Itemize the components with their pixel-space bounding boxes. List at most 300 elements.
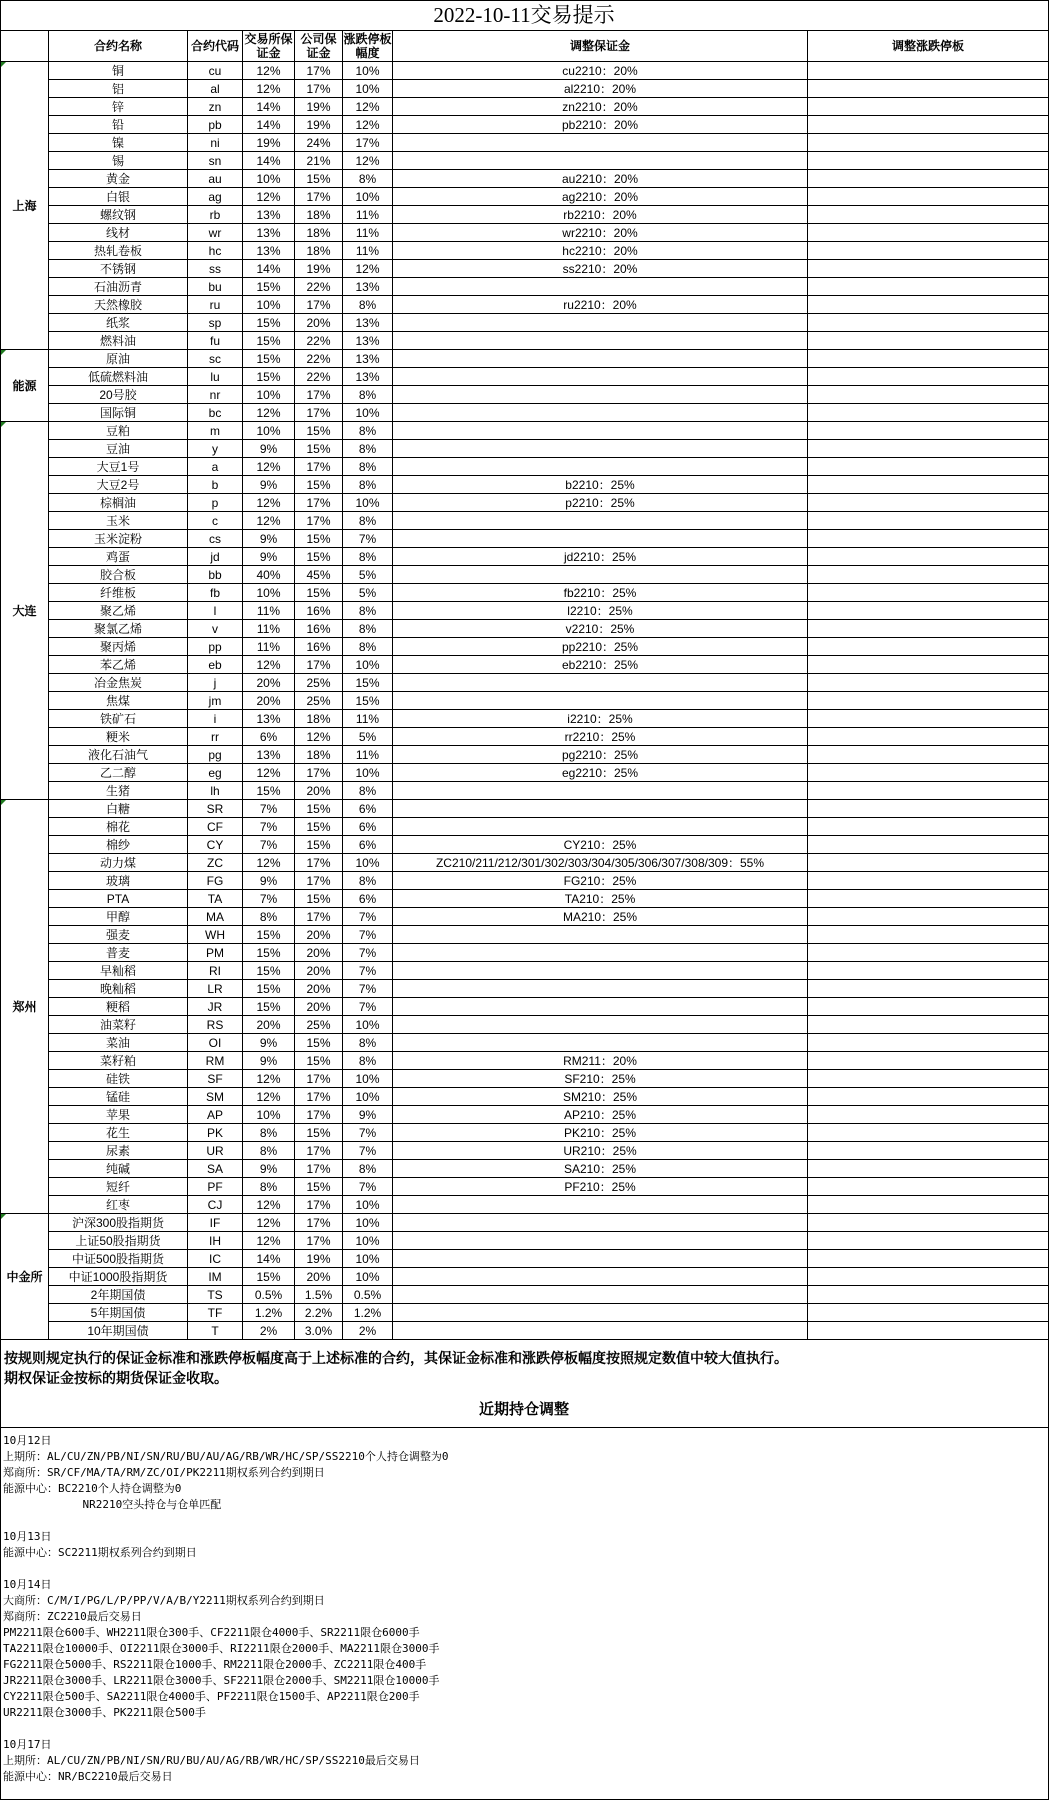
- company-margin-cell: 45%: [295, 566, 343, 584]
- adjusted-limit-cell: [808, 926, 1049, 944]
- adjusted-margin-cell: ZC210/211/212/301/302/303/304/305/306/307/308/309：55%: [393, 854, 808, 872]
- adjustment-section: [3, 1433, 1043, 1513]
- price-limit-cell: 6%: [343, 890, 393, 908]
- adjusted-margin-cell: [393, 1232, 808, 1250]
- adjusted-limit-cell: [808, 1304, 1049, 1322]
- adjusted-margin-cell: [393, 1304, 808, 1322]
- adjusted-limit-cell: [808, 404, 1049, 422]
- adjusted-limit-cell: [808, 1286, 1049, 1304]
- adjusted-margin-cell: [393, 980, 808, 998]
- price-limit-cell: 8%: [343, 1160, 393, 1178]
- adjustment-line: 能源中心：NR/BC2210最后交易日: [3, 1770, 173, 1783]
- contract-name-cell: 棕榈油: [49, 494, 188, 512]
- adjustment-section: [3, 1577, 1043, 1721]
- adjusted-limit-cell: [808, 1178, 1049, 1196]
- adjusted-margin-cell: [393, 134, 808, 152]
- contract-name-cell: 早籼稻: [49, 962, 188, 980]
- contract-code-cell: RS: [188, 1016, 243, 1034]
- table-row: [1, 1016, 1049, 1034]
- adjusted-limit-cell: [808, 728, 1049, 746]
- contract-name-cell: 红枣: [49, 1196, 188, 1214]
- exchange-margin-cell: 8%: [243, 908, 295, 926]
- contract-name-cell: 普麦: [49, 944, 188, 962]
- table-row: [1, 1124, 1049, 1142]
- price-limit-cell: 8%: [343, 620, 393, 638]
- exchange-margin-cell: 15%: [243, 962, 295, 980]
- exchange-margin-cell: 14%: [243, 116, 295, 134]
- company-margin-cell: 16%: [295, 638, 343, 656]
- price-limit-cell: 6%: [343, 800, 393, 818]
- exchange-margin-cell: 12%: [243, 1214, 295, 1232]
- table-row: [1, 116, 1049, 134]
- company-margin-cell: 15%: [295, 800, 343, 818]
- contract-name-cell: 石油沥青: [49, 278, 188, 296]
- exchange-margin-cell: 20%: [243, 692, 295, 710]
- adjustment-line: 上期所：AL/CU/ZN/PB/NI/SN/RU/BU/AU/AG/RB/WR/HC/SP/SS2210个人持仓调整为0: [3, 1450, 449, 1463]
- exchange-margin-cell: 12%: [243, 80, 295, 98]
- adjustment-line: 能源中心：BC2210个人持仓调整为0: [3, 1482, 182, 1495]
- adjusted-limit-cell: [808, 332, 1049, 350]
- contract-code-cell: b: [188, 476, 243, 494]
- contract-name-cell: 液化石油气: [49, 746, 188, 764]
- contract-code-cell: pp: [188, 638, 243, 656]
- adjusted-limit-cell: [808, 1142, 1049, 1160]
- price-limit-cell: 8%: [343, 602, 393, 620]
- exchange-margin-cell: 11%: [243, 638, 295, 656]
- table-row: [1, 1178, 1049, 1196]
- exchange-margin-cell: 20%: [243, 674, 295, 692]
- contract-name-cell: 动力煤: [49, 854, 188, 872]
- contract-name-cell: 低硫燃料油: [49, 368, 188, 386]
- adjustment-line: TA2211限仓10000手、OI2211限仓3000手、RI2211限仓2000手、MA2211限仓3000手: [3, 1642, 440, 1655]
- contract-code-cell: MA: [188, 908, 243, 926]
- price-limit-cell: 10%: [343, 854, 393, 872]
- price-limit-cell: 10%: [343, 1016, 393, 1034]
- exchange-margin-cell: 14%: [243, 1250, 295, 1268]
- exchange-margin-cell: 6%: [243, 728, 295, 746]
- price-limit-cell: 7%: [343, 530, 393, 548]
- table-row: [1, 1160, 1049, 1178]
- price-limit-cell: 8%: [343, 872, 393, 890]
- company-margin-cell: 17%: [295, 764, 343, 782]
- exchange-margin-cell: 9%: [243, 476, 295, 494]
- price-limit-cell: 10%: [343, 1250, 393, 1268]
- company-margin-cell: 20%: [295, 1268, 343, 1286]
- exchange-margin-cell: 15%: [243, 332, 295, 350]
- adjusted-limit-cell: [808, 98, 1049, 116]
- table-row: [1, 818, 1049, 836]
- adjusted-limit-cell: [808, 818, 1049, 836]
- company-margin-cell: 18%: [295, 224, 343, 242]
- price-limit-cell: 10%: [343, 494, 393, 512]
- price-limit-cell: 10%: [343, 764, 393, 782]
- exchange-margin-cell: 13%: [243, 242, 295, 260]
- adjusted-limit-cell: [808, 242, 1049, 260]
- price-limit-cell: 8%: [343, 512, 393, 530]
- company-margin-cell: 18%: [295, 206, 343, 224]
- price-limit-cell: 6%: [343, 836, 393, 854]
- contract-name-cell: 聚乙烯: [49, 602, 188, 620]
- contract-name-cell: 上证50股指期货: [49, 1232, 188, 1250]
- contract-name-cell: 冶金焦炭: [49, 674, 188, 692]
- contract-code-cell: TF: [188, 1304, 243, 1322]
- adjusted-limit-cell: [808, 746, 1049, 764]
- table-row: [1, 170, 1049, 188]
- contract-name-cell: 棉纱: [49, 836, 188, 854]
- recent-adjustments-title: 近期持仓调整: [0, 1393, 1048, 1428]
- table-row: [1, 800, 1049, 818]
- adjusted-limit-cell: [808, 566, 1049, 584]
- table-row: [1, 206, 1049, 224]
- exchange-margin-cell: 13%: [243, 746, 295, 764]
- adjusted-margin-cell: [393, 818, 808, 836]
- adjusted-margin-cell: [393, 350, 808, 368]
- adjusted-limit-cell: [808, 62, 1049, 80]
- price-limit-cell: 7%: [343, 908, 393, 926]
- exchange-margin-cell: 12%: [243, 512, 295, 530]
- adjustment-line: FG2211限仓5000手、RS2211限仓1000手、RM2211限仓2000手、ZC2211限仓400手: [3, 1658, 427, 1671]
- table-row: [1, 692, 1049, 710]
- adjusted-margin-cell: [393, 962, 808, 980]
- contract-code-cell: ag: [188, 188, 243, 206]
- exchange-margin-cell: 13%: [243, 710, 295, 728]
- adjusted-limit-cell: [808, 980, 1049, 998]
- contract-code-cell: bu: [188, 278, 243, 296]
- exchange-label: 中金所: [1, 1214, 49, 1340]
- adjusted-limit-cell: [808, 890, 1049, 908]
- table-row: [1, 1286, 1049, 1304]
- adjusted-limit-cell: [808, 1034, 1049, 1052]
- margin-note: [4, 1348, 1044, 1388]
- adjusted-limit-cell: [808, 206, 1049, 224]
- table-row: [1, 350, 1049, 368]
- company-margin-cell: 17%: [295, 386, 343, 404]
- exchange-margin-cell: 19%: [243, 134, 295, 152]
- contract-code-cell: SM: [188, 1088, 243, 1106]
- adjusted-limit-cell: [808, 872, 1049, 890]
- adjusted-margin-cell: PK210：25%: [393, 1124, 808, 1142]
- table-row: [1, 926, 1049, 944]
- price-limit-cell: 0.5%: [343, 1286, 393, 1304]
- adjusted-limit-cell: [808, 674, 1049, 692]
- adjusted-margin-cell: [393, 926, 808, 944]
- contract-code-cell: OI: [188, 1034, 243, 1052]
- exchange-margin-cell: 10%: [243, 170, 295, 188]
- adjusted-margin-cell: au2210：20%: [393, 170, 808, 188]
- contract-name-cell: 线材: [49, 224, 188, 242]
- adjusted-margin-cell: SA210：25%: [393, 1160, 808, 1178]
- adjusted-margin-cell: [393, 998, 808, 1016]
- price-limit-cell: 7%: [343, 1124, 393, 1142]
- exchange-margin-cell: 13%: [243, 224, 295, 242]
- company-margin-cell: 19%: [295, 116, 343, 134]
- company-margin-cell: 22%: [295, 278, 343, 296]
- contract-code-cell: ru: [188, 296, 243, 314]
- table-row: [1, 1034, 1049, 1052]
- contract-name-cell: 铝: [49, 80, 188, 98]
- company-margin-cell: 25%: [295, 692, 343, 710]
- adjusted-limit-cell: [808, 638, 1049, 656]
- table-row: [1, 1214, 1049, 1232]
- company-margin-cell: 17%: [295, 62, 343, 80]
- adjustment-date: 10月17日: [3, 1738, 52, 1751]
- adjusted-limit-cell: [808, 800, 1049, 818]
- company-margin-cell: 20%: [295, 926, 343, 944]
- contract-code-cell: FG: [188, 872, 243, 890]
- contract-code-cell: nr: [188, 386, 243, 404]
- company-margin-cell: 22%: [295, 350, 343, 368]
- table-row: [1, 890, 1049, 908]
- contract-name-cell: 粳米: [49, 728, 188, 746]
- table-row: [1, 548, 1049, 566]
- company-margin-cell: 17%: [295, 1070, 343, 1088]
- contract-name-cell: 大豆1号: [49, 458, 188, 476]
- table-row: [1, 458, 1049, 476]
- contract-name-cell: 苯乙烯: [49, 656, 188, 674]
- table-row: [1, 1106, 1049, 1124]
- adjusted-limit-cell: [808, 548, 1049, 566]
- contract-code-cell: PM: [188, 944, 243, 962]
- adjusted-margin-cell: eb2210：25%: [393, 656, 808, 674]
- exchange-margin-cell: 10%: [243, 584, 295, 602]
- price-limit-cell: 8%: [343, 440, 393, 458]
- exchange-margin-cell: 2%: [243, 1322, 295, 1340]
- table-row: [1, 908, 1049, 926]
- contract-code-cell: bc: [188, 404, 243, 422]
- contract-name-cell: 天然橡胶: [49, 296, 188, 314]
- table-row: [1, 980, 1049, 998]
- contract-code-cell: zn: [188, 98, 243, 116]
- adjusted-margin-cell: [393, 278, 808, 296]
- contract-name-cell: 原油: [49, 350, 188, 368]
- price-limit-cell: 10%: [343, 1268, 393, 1286]
- company-margin-cell: 1.5%: [295, 1286, 343, 1304]
- adjusted-limit-cell: [808, 998, 1049, 1016]
- contract-code-cell: eb: [188, 656, 243, 674]
- contract-code-cell: ss: [188, 260, 243, 278]
- price-limit-cell: 2%: [343, 1322, 393, 1340]
- company-margin-cell: 17%: [295, 1232, 343, 1250]
- contract-code-cell: PK: [188, 1124, 243, 1142]
- contract-name-cell: 中证500股指期货: [49, 1250, 188, 1268]
- company-margin-cell: 15%: [295, 1124, 343, 1142]
- adjusted-margin-cell: hc2210：20%: [393, 242, 808, 260]
- exchange-label: 郑州: [1, 800, 49, 1214]
- adjusted-limit-cell: [808, 368, 1049, 386]
- contract-code-cell: i: [188, 710, 243, 728]
- table-row: [1, 1322, 1049, 1340]
- adjusted-margin-cell: [393, 1196, 808, 1214]
- adjusted-limit-cell: [808, 782, 1049, 800]
- price-limit-cell: 9%: [343, 1106, 393, 1124]
- exchange-margin-cell: 9%: [243, 1160, 295, 1178]
- table-row: [1, 1232, 1049, 1250]
- company-margin-cell: 24%: [295, 134, 343, 152]
- price-limit-cell: 7%: [343, 962, 393, 980]
- table-row: [1, 746, 1049, 764]
- price-limit-cell: 12%: [343, 116, 393, 134]
- contract-code-cell: CJ: [188, 1196, 243, 1214]
- table-row: [1, 422, 1049, 440]
- adjusted-margin-cell: [393, 332, 808, 350]
- adjusted-margin-cell: rb2210：20%: [393, 206, 808, 224]
- adjustment-line: 能源中心：SC2211期权系列合约到期日: [3, 1546, 197, 1559]
- adjusted-margin-cell: rr2210：25%: [393, 728, 808, 746]
- contract-code-cell: IM: [188, 1268, 243, 1286]
- adjusted-margin-cell: UR210：25%: [393, 1142, 808, 1160]
- company-margin-cell: 17%: [295, 1214, 343, 1232]
- adjusted-margin-cell: al2210：20%: [393, 80, 808, 98]
- header-contract-code: 合约代码: [188, 31, 243, 62]
- adjusted-margin-cell: [393, 530, 808, 548]
- contract-code-cell: CY: [188, 836, 243, 854]
- price-limit-cell: 8%: [343, 458, 393, 476]
- adjusted-margin-cell: ag2210：20%: [393, 188, 808, 206]
- company-margin-cell: 15%: [295, 422, 343, 440]
- adjusted-limit-cell: [808, 1088, 1049, 1106]
- exchange-margin-cell: 12%: [243, 404, 295, 422]
- company-margin-cell: 15%: [295, 1052, 343, 1070]
- exchange-margin-cell: 10%: [243, 1106, 295, 1124]
- exchange-margin-cell: 12%: [243, 656, 295, 674]
- exchange-margin-cell: 12%: [243, 1196, 295, 1214]
- exchange-margin-cell: 40%: [243, 566, 295, 584]
- price-limit-cell: 15%: [343, 692, 393, 710]
- adjusted-margin-cell: fb2210：25%: [393, 584, 808, 602]
- price-limit-cell: 10%: [343, 80, 393, 98]
- contract-name-cell: 燃料油: [49, 332, 188, 350]
- adjustment-line: CY2211限仓500手、SA2211限仓4000手、PF2211限仓1500手、AP2211限仓200手: [3, 1690, 420, 1703]
- adjusted-margin-cell: [393, 404, 808, 422]
- adjusted-margin-cell: [393, 386, 808, 404]
- adjusted-limit-cell: [808, 908, 1049, 926]
- price-limit-cell: 7%: [343, 998, 393, 1016]
- adjustment-line: JR2211限仓3000手、LR2211限仓3000手、SF2211限仓2000手、SM2211限仓10000手: [3, 1674, 440, 1687]
- exchange-margin-cell: 12%: [243, 458, 295, 476]
- company-margin-cell: 17%: [295, 296, 343, 314]
- adjustment-line: NR2210空头持仓与仓单匹配: [3, 1498, 222, 1511]
- company-margin-cell: 12%: [295, 728, 343, 746]
- exchange-margin-cell: 7%: [243, 890, 295, 908]
- adjustment-date: 10月13日: [3, 1530, 52, 1543]
- adjusted-margin-cell: [393, 566, 808, 584]
- adjusted-limit-cell: [808, 278, 1049, 296]
- adjusted-margin-cell: [393, 422, 808, 440]
- contract-name-cell: 镍: [49, 134, 188, 152]
- adjusted-limit-cell: [808, 692, 1049, 710]
- company-margin-cell: 20%: [295, 314, 343, 332]
- adjusted-margin-cell: [393, 944, 808, 962]
- table-row: [1, 962, 1049, 980]
- exchange-margin-cell: 9%: [243, 440, 295, 458]
- contract-name-cell: 玉米淀粉: [49, 530, 188, 548]
- company-margin-cell: 18%: [295, 710, 343, 728]
- price-limit-cell: 5%: [343, 728, 393, 746]
- adjusted-limit-cell: [808, 512, 1049, 530]
- company-margin-cell: 17%: [295, 908, 343, 926]
- table-row: [1, 314, 1049, 332]
- adjusted-limit-cell: [808, 170, 1049, 188]
- exchange-margin-cell: 15%: [243, 314, 295, 332]
- adjustment-line: 上期所：AL/CU/ZN/PB/NI/SN/RU/BU/AU/AG/RB/WR/HC/SP/SS2210最后交易日: [3, 1754, 420, 1767]
- adjusted-margin-cell: [393, 782, 808, 800]
- adjusted-margin-cell: [393, 512, 808, 530]
- table-body: [1, 31, 1049, 1340]
- adjusted-limit-cell: [808, 350, 1049, 368]
- company-margin-cell: 20%: [295, 782, 343, 800]
- note-line-1: 按规则规定执行的保证金标准和涨跌停板幅度高于上述标准的合约，其保证金标准和涨跌停板幅度按照规定数值中较大值执行。: [4, 1350, 788, 1366]
- company-margin-cell: 17%: [295, 458, 343, 476]
- contract-code-cell: pb: [188, 116, 243, 134]
- adjusted-limit-cell: [808, 584, 1049, 602]
- contract-name-cell: 甲醇: [49, 908, 188, 926]
- exchange-margin-cell: 10%: [243, 422, 295, 440]
- price-limit-cell: 7%: [343, 944, 393, 962]
- contract-name-cell: 棉花: [49, 818, 188, 836]
- adjusted-margin-cell: PF210：25%: [393, 1178, 808, 1196]
- price-limit-cell: 11%: [343, 206, 393, 224]
- table-row: [1, 728, 1049, 746]
- adjusted-limit-cell: [808, 260, 1049, 278]
- adjusted-limit-cell: [808, 296, 1049, 314]
- table-row: [1, 854, 1049, 872]
- exchange-margin-cell: 1.2%: [243, 1304, 295, 1322]
- contract-code-cell: UR: [188, 1142, 243, 1160]
- table-row: [1, 1250, 1049, 1268]
- contract-name-cell: 乙二醇: [49, 764, 188, 782]
- table-row: [1, 872, 1049, 890]
- exchange-margin-cell: 11%: [243, 620, 295, 638]
- adjusted-margin-cell: p2210：25%: [393, 494, 808, 512]
- company-margin-cell: 20%: [295, 998, 343, 1016]
- adjusted-margin-cell: SF210：25%: [393, 1070, 808, 1088]
- company-margin-cell: 15%: [295, 170, 343, 188]
- price-limit-cell: 8%: [343, 638, 393, 656]
- company-margin-cell: 17%: [295, 1160, 343, 1178]
- table-row: [1, 440, 1049, 458]
- table-row: [1, 782, 1049, 800]
- table-row: [1, 602, 1049, 620]
- price-limit-cell: 7%: [343, 1178, 393, 1196]
- company-margin-cell: 17%: [295, 404, 343, 422]
- company-margin-cell: 17%: [295, 872, 343, 890]
- header-contract-name: 合约名称: [49, 31, 188, 62]
- adjusted-margin-cell: [393, 368, 808, 386]
- exchange-margin-cell: 15%: [243, 998, 295, 1016]
- adjusted-margin-cell: pg2210：25%: [393, 746, 808, 764]
- margin-table: [0, 30, 1049, 1340]
- exchange-margin-cell: 12%: [243, 494, 295, 512]
- contract-code-cell: ni: [188, 134, 243, 152]
- exchange-margin-cell: 7%: [243, 818, 295, 836]
- contract-code-cell: sn: [188, 152, 243, 170]
- price-limit-cell: 1.2%: [343, 1304, 393, 1322]
- adjustment-line: PM2211限仓600手、WH2211限仓300手、CF2211限仓4000手、SR2211限仓6000手: [3, 1626, 420, 1639]
- contract-name-cell: 短纤: [49, 1178, 188, 1196]
- contract-code-cell: WH: [188, 926, 243, 944]
- table-row: [1, 62, 1049, 80]
- adjusted-limit-cell: [808, 1268, 1049, 1286]
- company-margin-cell: 16%: [295, 620, 343, 638]
- company-margin-cell: 20%: [295, 944, 343, 962]
- contract-code-cell: LR: [188, 980, 243, 998]
- contract-code-cell: fu: [188, 332, 243, 350]
- contract-name-cell: 铜: [49, 62, 188, 80]
- contract-code-cell: SR: [188, 800, 243, 818]
- price-limit-cell: 15%: [343, 674, 393, 692]
- adjusted-margin-cell: cu2210：20%: [393, 62, 808, 80]
- contract-code-cell: j: [188, 674, 243, 692]
